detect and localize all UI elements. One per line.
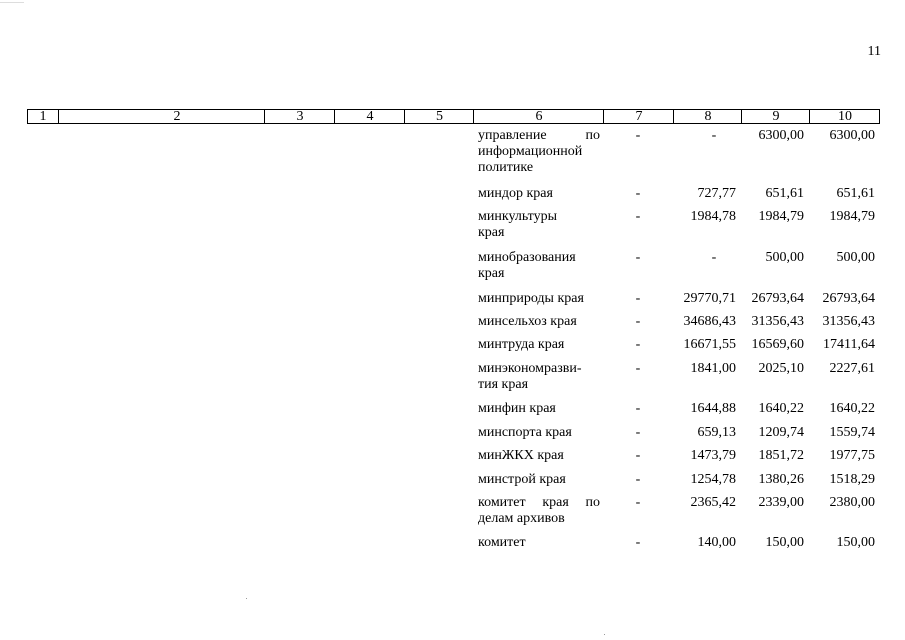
row-col-7: - (635, 401, 641, 416)
header-col-8: 8 (673, 110, 742, 123)
row-col-9: 1984,79 (758, 209, 804, 224)
row-col-8: 29770,71 (683, 291, 736, 306)
header-col-1: 1 (39, 109, 47, 124)
row-col-10: 26793,64 (822, 291, 875, 306)
row-col-7: - (635, 314, 641, 329)
row-col-9: 6300,00 (758, 128, 804, 143)
row-name-cell (478, 401, 600, 417)
row-name-cell (478, 337, 600, 353)
row-col-7: - (635, 128, 641, 143)
row-name-line: края (478, 225, 505, 240)
row-name-cell (478, 209, 600, 241)
row-name-line: политике (478, 160, 534, 175)
row-col-8: 1254,78 (690, 472, 736, 487)
row-col-9: 500,00 (765, 250, 804, 265)
row-name-cell (478, 425, 600, 441)
row-col-10: 1977,75 (829, 448, 875, 463)
row-col-7: - (635, 448, 641, 463)
row-col-8: 2365,42 (690, 495, 736, 510)
row-col-9: 2339,00 (758, 495, 804, 510)
row-name-line: минфин края (478, 401, 556, 416)
row-col-9: 1209,74 (758, 425, 804, 440)
row-col-7: - (635, 209, 641, 224)
row-col-8: - (711, 128, 717, 143)
row-col-10: 651,61 (836, 186, 875, 201)
row-name-line: делам архивов (478, 511, 565, 526)
row-name-line: минЖКХ края (478, 448, 564, 463)
row-col-8: 1841,00 (690, 361, 736, 376)
row-name-line: минобразования (478, 250, 576, 265)
row-col-7: - (635, 186, 641, 201)
row-name-cell (478, 186, 600, 202)
row-col-9: 651,61 (765, 186, 804, 201)
row-col-10: 1640,22 (829, 401, 875, 416)
header-col-9: 9 (741, 110, 810, 123)
row-name-line: минприроды края (478, 291, 584, 306)
row-col-10: 500,00 (836, 250, 875, 265)
row-name-line: комитет (478, 535, 526, 550)
row-name-line: минстрой края (478, 472, 566, 487)
scan-speck (604, 634, 605, 635)
row-col-10: 31356,43 (822, 314, 875, 329)
row-col-8: 140,00 (697, 535, 736, 550)
header-col-7: 7 (603, 110, 674, 123)
row-col-8: - (711, 250, 717, 265)
row-col-10: 1559,74 (829, 425, 875, 440)
header-col-3: 3 (264, 110, 335, 123)
row-col-10: 1518,29 (829, 472, 875, 487)
row-name-word: края (542, 495, 569, 510)
row-col-9: 2025,10 (758, 361, 804, 376)
row-col-10: 6300,00 (829, 128, 875, 143)
row-col-8: 16671,55 (683, 337, 736, 352)
row-name-line: тия края (478, 377, 529, 392)
row-col-7: - (635, 495, 641, 510)
row-name-cell (478, 495, 600, 527)
row-name-line: миндор края (478, 186, 553, 201)
row-col-8: 659,13 (697, 425, 736, 440)
row-name-word: по (585, 128, 600, 143)
row-col-9: 26793,64 (751, 291, 804, 306)
row-name-cell (478, 128, 600, 176)
row-col-9: 1851,72 (758, 448, 804, 463)
row-col-10: 150,00 (836, 535, 875, 550)
row-name-cell (478, 448, 600, 464)
row-name-line (478, 495, 600, 511)
row-name-line: минспорта края (478, 425, 572, 440)
row-name-line: края (478, 266, 505, 281)
header-col-4: 4 (334, 110, 405, 123)
row-col-8: 1473,79 (690, 448, 736, 463)
row-name-word: по (585, 495, 600, 510)
row-col-7: - (635, 291, 641, 306)
scan-speck (246, 598, 247, 599)
page-number: 11 (867, 44, 881, 59)
row-col-8: 1984,78 (690, 209, 736, 224)
row-name-line: минтруда края (478, 337, 565, 352)
scan-speck (0, 2, 24, 3)
row-col-8: 34686,43 (683, 314, 736, 329)
row-name-cell (478, 472, 600, 488)
table-header-row (27, 109, 880, 124)
row-col-7: - (635, 361, 641, 376)
row-name-word: комитет (478, 495, 526, 510)
row-col-8: 727,77 (697, 186, 736, 201)
row-col-9: 1380,26 (758, 472, 804, 487)
row-name-word: управление (478, 128, 547, 143)
header-col-2: 2 (58, 110, 295, 123)
row-col-7: - (635, 250, 641, 265)
row-col-9: 1640,22 (758, 401, 804, 416)
row-name-line: минсельхоз края (478, 314, 577, 329)
row-col-7: - (635, 337, 641, 352)
row-name-cell (478, 291, 600, 307)
row-name-cell (478, 250, 600, 282)
row-col-8: 1644,88 (690, 401, 736, 416)
row-col-10: 2227,61 (829, 361, 875, 376)
header-col-5: 5 (404, 110, 474, 123)
row-col-10: 2380,00 (829, 495, 875, 510)
row-col-10: 17411,64 (823, 337, 875, 352)
row-name-cell (478, 314, 600, 330)
header-col-6: 6 (473, 110, 604, 123)
row-col-9: 16569,60 (751, 337, 804, 352)
header-col-10: 10 (809, 110, 880, 123)
row-col-9: 150,00 (765, 535, 804, 550)
row-name-line (478, 128, 600, 144)
row-name-line: информационной (478, 144, 583, 159)
row-name-cell (478, 535, 600, 551)
row-name-line: минэкономразви- (478, 361, 582, 376)
row-name-cell (478, 361, 600, 393)
row-col-9: 31356,43 (751, 314, 804, 329)
row-col-10: 1984,79 (829, 209, 875, 224)
row-col-7: - (635, 425, 641, 440)
row-name-line: минкультуры (478, 209, 558, 224)
row-col-7: - (635, 535, 641, 550)
row-col-7: - (635, 472, 641, 487)
